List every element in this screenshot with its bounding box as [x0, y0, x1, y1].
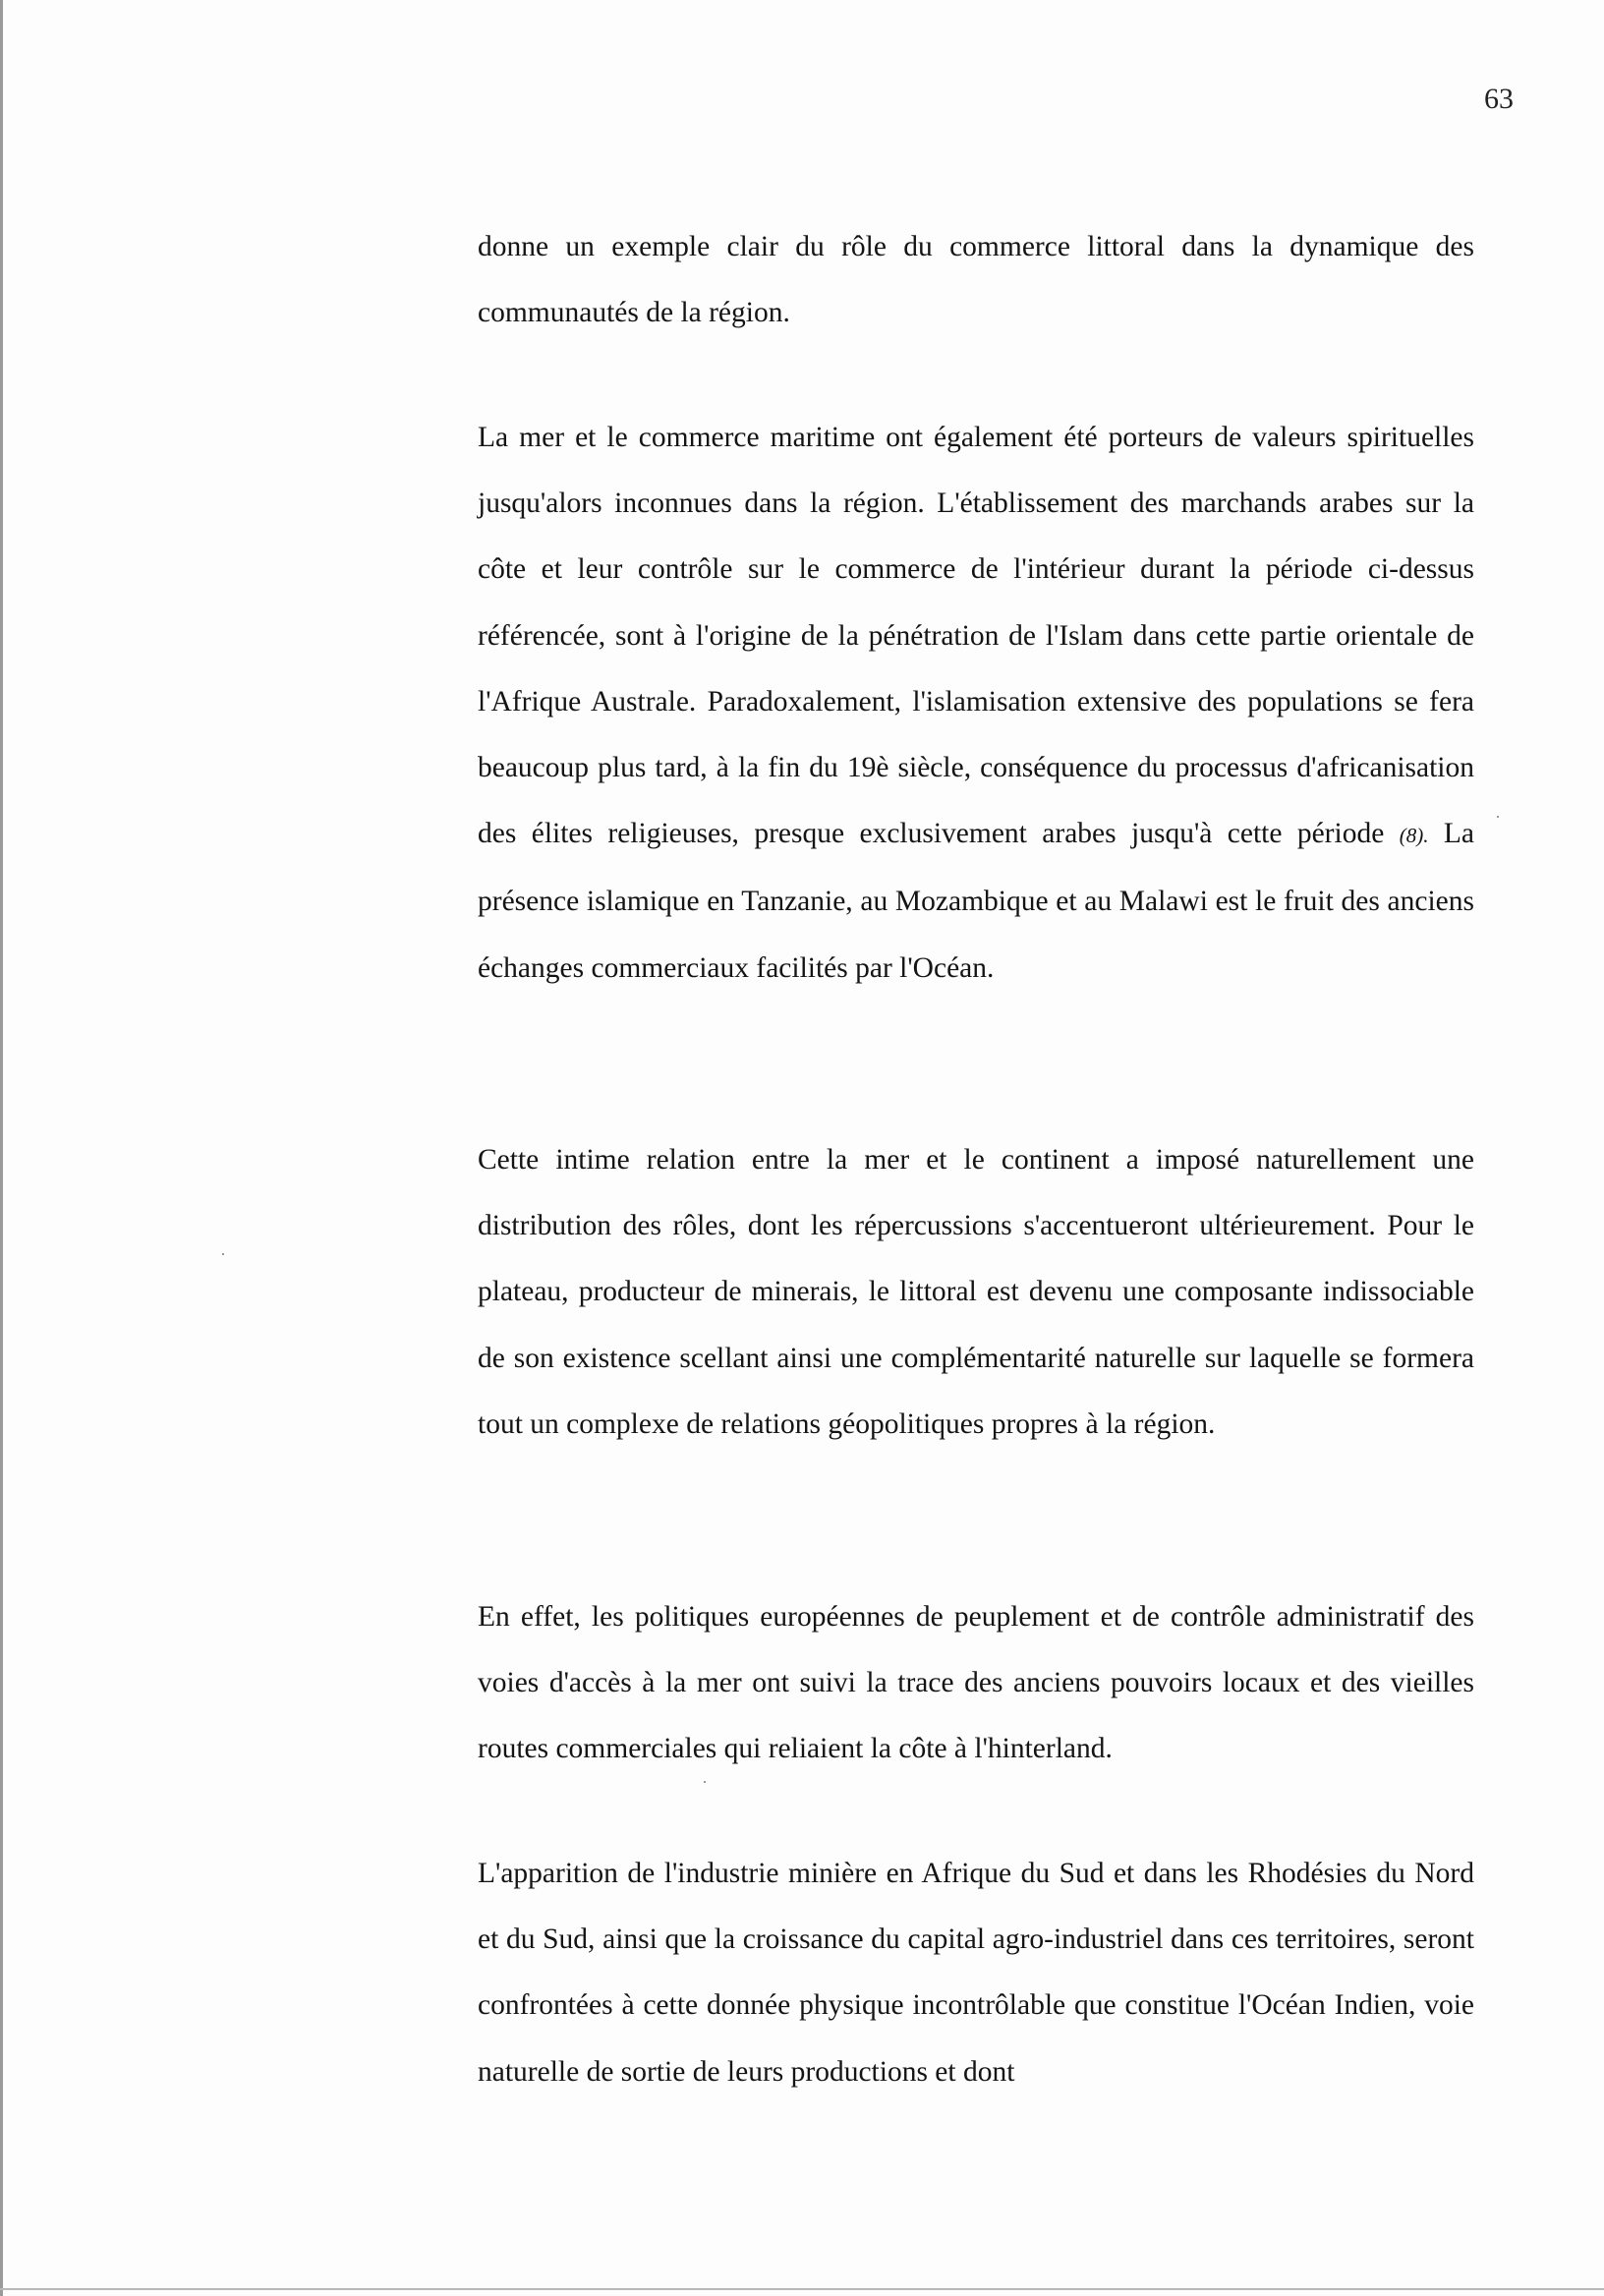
paragraph-3: Cette intime relation entre la mer et le continent a imposé naturellement une distribution des rôles, dont les répercussions s'accentueront ultérieurement. Pour le plateau, producteur de minerais, le littoral est devenu une composante indissociable de son existence scellant ainsi une complémentarité naturelle sur laquelle se formera tout un complexe de relations géopolitiques propres à la région.: [478, 1144, 1474, 1440]
paragraph-2-text-after-ref: La présence islamique en Tanzanie, au Mozambique et au Malawi est le fruit des anciens échanges commerciaux facilités par l'Océan.: [478, 818, 1475, 984]
paragraph-2-text-before-ref: La mer et le commerce maritime ont également été porteurs de valeurs spirituelles jusqu'alors inconnues dans la région. L'établissement des marchands arabes sur la côte et leur contrôle sur le commerce de l'intérieur durant la période ci-dessus référencée, sont à l'origine de la pénétration de l'Islam dans cette partie orientale de l'Afrique Australe. Paradoxalement, l'islamisation extensive des populations se fera beaucoup plus tard, à la fin du 19è siècle, conséquence du processus d'africanisation des élites religieuses, presque exclusivement arabes jusqu'à cette période: [478, 422, 1474, 850]
paragraph-4: En effet, les politiques européennes de peuplement et de contrôle administratif des voies d'accès à la mer ont suivi la trace des anciens pouvoirs locaux et des vieilles routes commerciales qui reliaient la côte à l'hinterland.: [478, 1601, 1474, 1765]
scan-speck: [222, 1253, 224, 1255]
paragraph-2: [478, 405, 1474, 1002]
scan-bottom-edge: [0, 2288, 1604, 2290]
scan-speck: [704, 1781, 706, 1783]
scan-left-edge: [0, 0, 3, 2296]
scan-speck: [1497, 816, 1499, 818]
footnote-reference: (8).: [1399, 824, 1429, 848]
paragraph-5: L'apparition de l'industrie minière en Afrique du Sud et dans les Rhodésies du Nord et du Sud, ainsi que la croissance du capital agro-industriel dans ces territoires, seront confrontées à cette donnée physique incontrôlable que constitue l'Océan Indien, voie naturelle de sortie de leurs productions et dont: [478, 1858, 1474, 2088]
paragraph-1: donne un exemple clair du rôle du commerce littoral dans la dynamique des communautés de la région.: [478, 231, 1474, 329]
page-number: 63: [1484, 83, 1514, 115]
